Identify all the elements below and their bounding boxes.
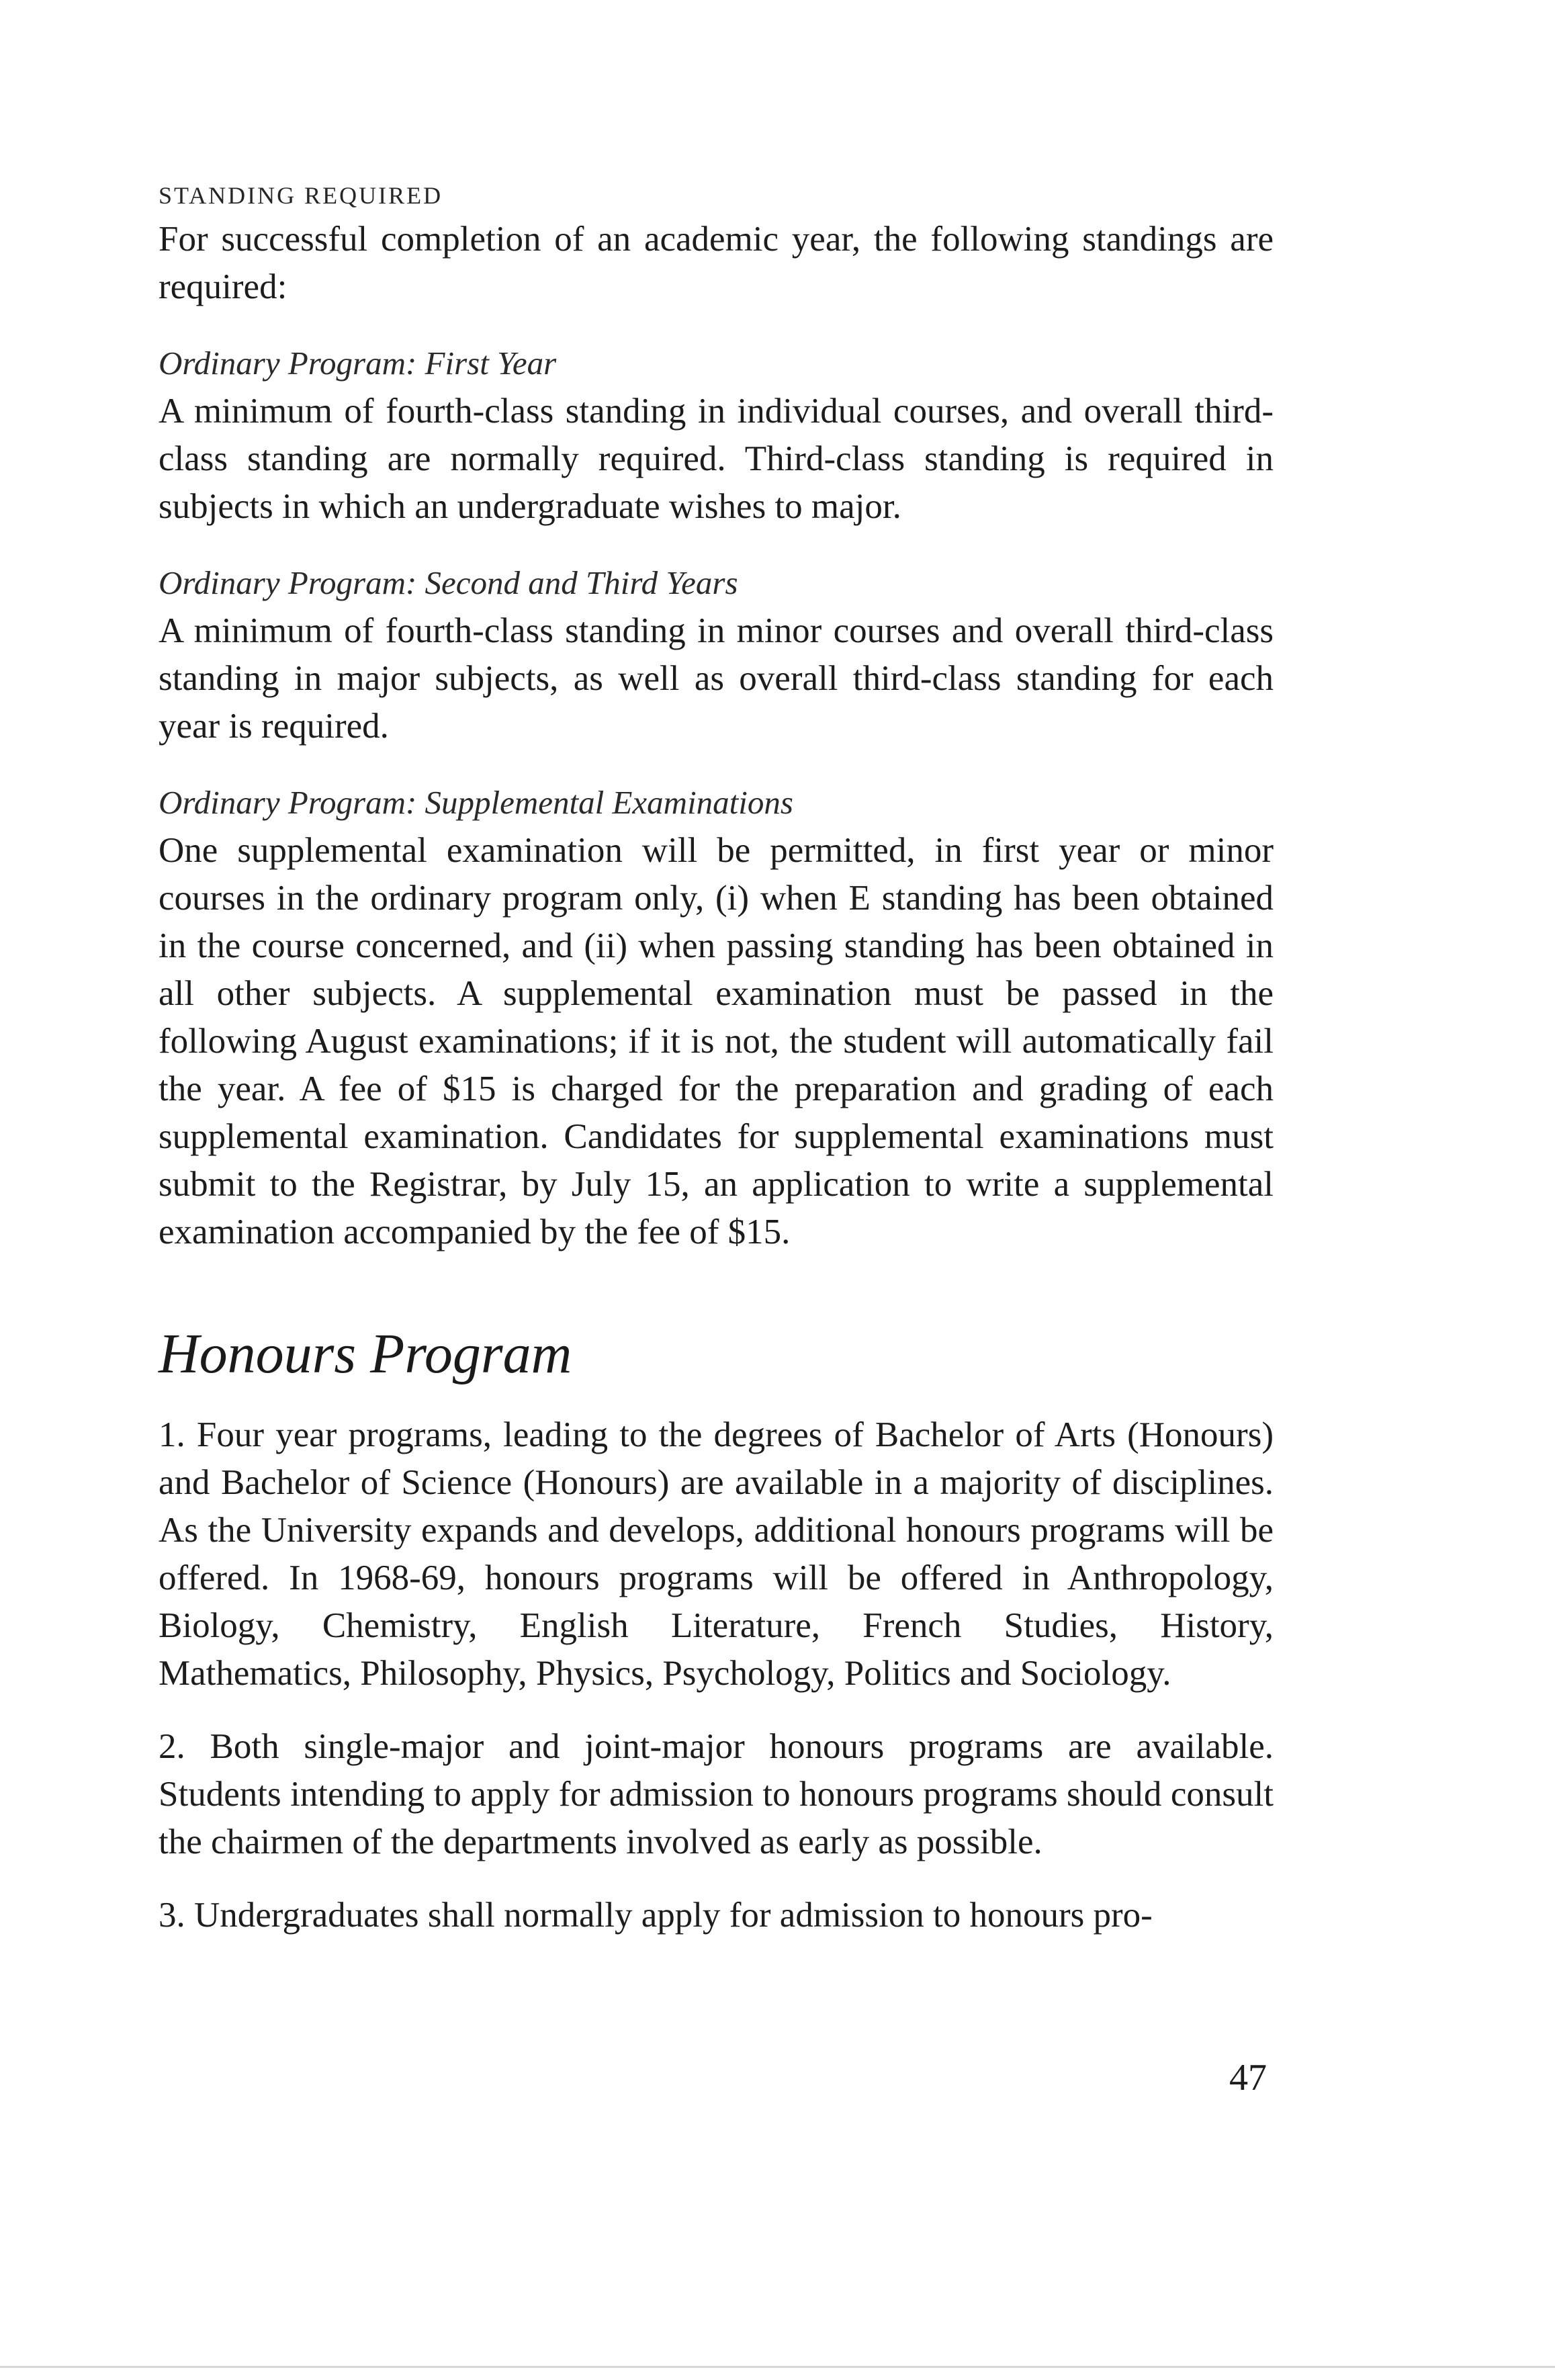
subheading-second-third-years: Ordinary Program: Second and Third Years xyxy=(159,564,738,602)
page-number: 47 xyxy=(1229,2057,1267,2099)
section-eyebrow: STANDING REQUIRED xyxy=(159,182,443,209)
honours-program-heading: Honours Program xyxy=(159,1323,572,1386)
paragraph-second-third-years: A minimum of fourth-class standing in minor courses and overall third-class standing in major subjects, as well as overall third-class standing for each year is required. xyxy=(159,611,1274,746)
honours-paragraph-1: 1. Four year programs, leading to the degrees of Bachelor of Arts (Honours) and Bachelor of Science (Honours) are available in a majority of disciplines. As the University expands and develops, additional honours programs will be offered. In 1968-69, honours programs will be offered in Anthropology, Biology, Chemistry, English Literature, French Studies, History, Mathematics, Philosophy, Physics, Psychology, Politics and Sociology. xyxy=(159,1415,1274,1693)
intro-paragraph: For successful completion of an academic year, the following standings are required: xyxy=(159,220,1274,307)
honours-paragraph-2: 2. Both single-major and joint-major honours programs are available. Students intending to apply for admission to honours programs should consult the chairmen of the departments involved as early as possible. xyxy=(159,1726,1274,1861)
paragraph-supplemental-exams: One supplemental examination will be permitted, in first year or minor courses in the ordinary program only, (i) when E standing has been obtained in the course concerned, and (ii) when passing standing has been obtained in all other subjects. A supplemental examination must be passed in the following August examinations; if it is not, the student will automatically fail the year. A fee of $15 is charged for the preparation and grading of each supplemental examination. Candidates for supplemental examinations must submit to the Registrar, by July 15, an application to write a supplemental examination accompanied by the fee of $15. xyxy=(159,831,1274,1252)
scan-bottom-edge xyxy=(0,2366,1555,2368)
honours-paragraph-3: 3. Undergraduates shall normally apply for admission to honours pro- xyxy=(159,1895,1153,1935)
subheading-first-year: Ordinary Program: First Year xyxy=(159,345,557,382)
subheading-supplemental-exams: Ordinary Program: Supplemental Examinations xyxy=(159,784,793,822)
paragraph-first-year: A minimum of fourth-class standing in individual courses, and overall third-class standing are normally required. Third-class standing is required in subjects in which an undergraduate wishes to major. xyxy=(159,392,1274,527)
document-page xyxy=(159,181,1274,1939)
